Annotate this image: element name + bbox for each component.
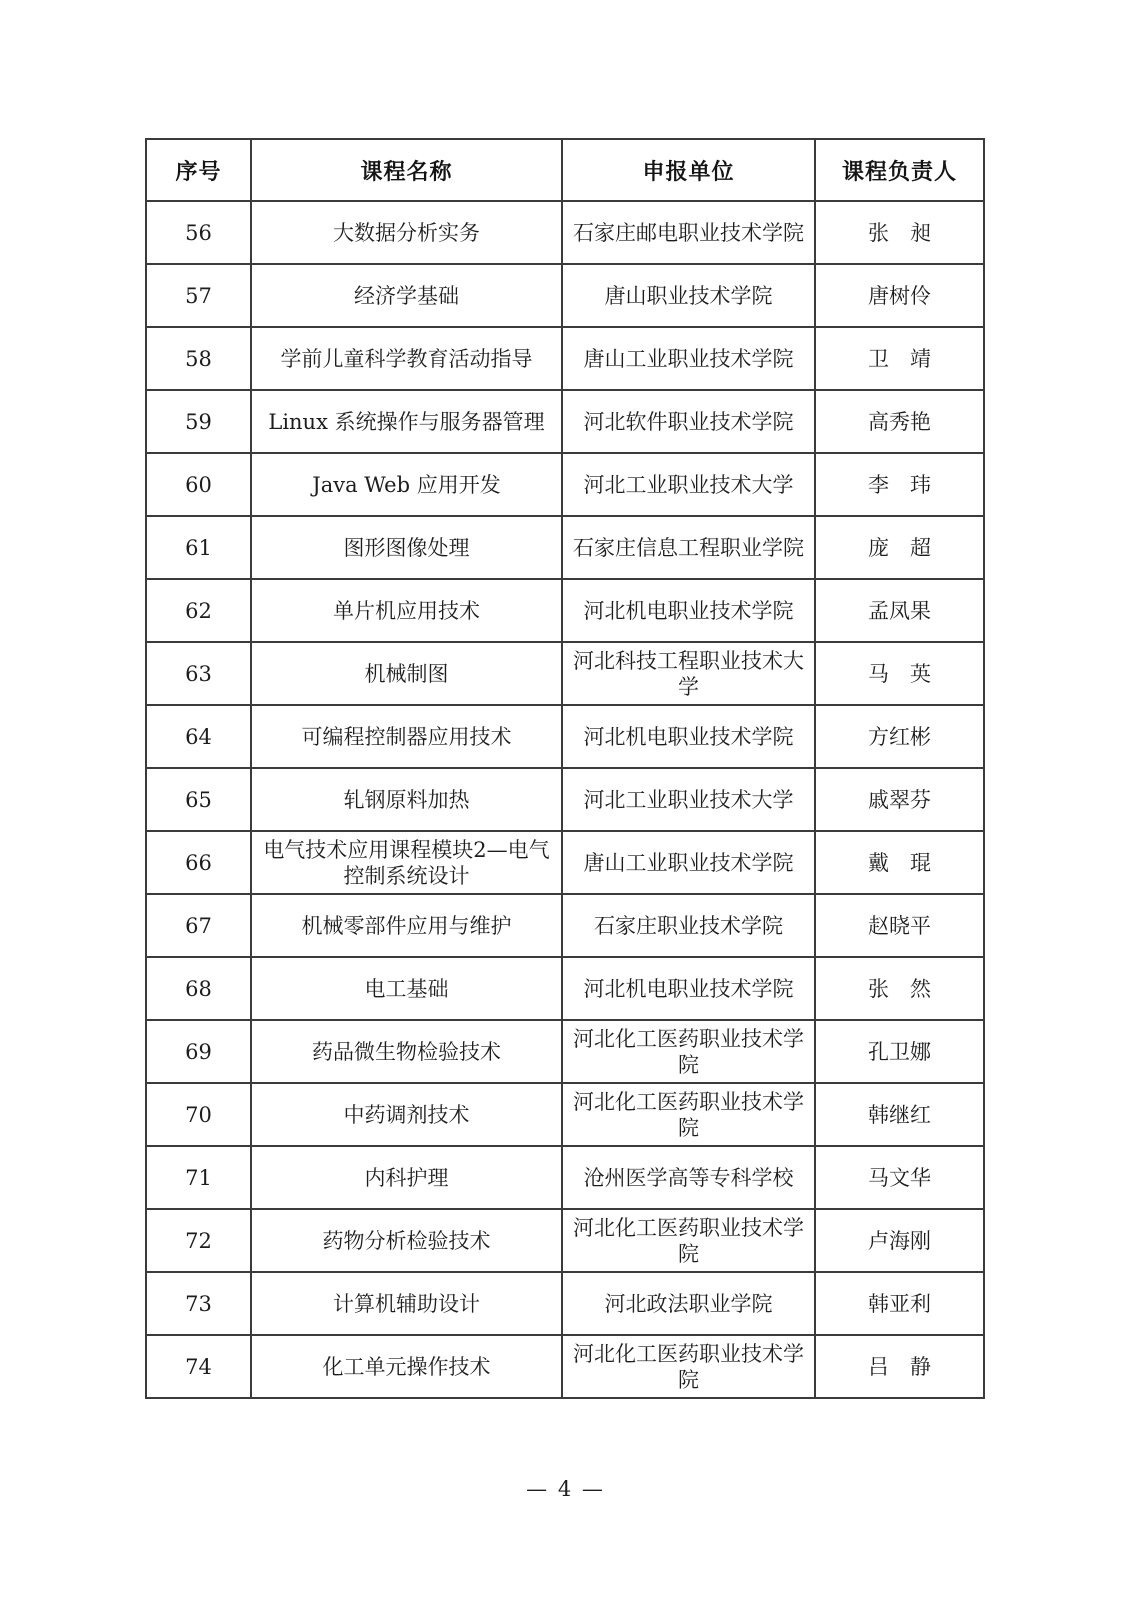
cell-serial-number: 63 [146,642,251,705]
header-applicant-unit: 申报单位 [562,139,815,201]
cell-course-name: 机械制图 [251,642,562,705]
cell-applicant-unit: 河北机电职业技术学院 [562,957,815,1020]
cell-applicant-unit: 河北政法职业学院 [562,1272,815,1335]
cell-applicant-unit: 河北化工医药职业技术学院 [562,1020,815,1083]
cell-course-leader: 卢海刚 [815,1209,984,1272]
cell-course-leader: 赵晓平 [815,894,984,957]
table-row [146,579,984,642]
cell-course-name: 学前儿童科学教育活动指导 [251,327,562,390]
table-header-row [146,139,984,201]
cell-course-leader: 李 玮 [815,453,984,516]
cell-course-leader: 马 英 [815,642,984,705]
cell-applicant-unit: 唐山职业技术学院 [562,264,815,327]
table-row [146,705,984,768]
cell-course-leader: 张 然 [815,957,984,1020]
cell-applicant-unit: 河北化工医药职业技术学院 [562,1083,815,1146]
page-number: — 4 — [526,1477,605,1501]
table-row [146,390,984,453]
table-row [146,957,984,1020]
table-row [146,1020,984,1083]
cell-course-leader: 孔卫娜 [815,1020,984,1083]
cell-applicant-unit: 石家庄邮电职业技术学院 [562,201,815,264]
cell-course-leader: 吕 静 [815,1335,984,1398]
table-row [146,264,984,327]
cell-course-name: Linux 系统操作与服务器管理 [251,390,562,453]
table-row [146,1272,984,1335]
cell-course-leader: 马文华 [815,1146,984,1209]
cell-applicant-unit: 河北化工医药职业技术学院 [562,1209,815,1272]
cell-applicant-unit: 唐山工业职业技术学院 [562,327,815,390]
cell-serial-number: 66 [146,831,251,894]
cell-course-name: 大数据分析实务 [251,201,562,264]
course-table [145,138,985,1399]
cell-course-name: 可编程控制器应用技术 [251,705,562,768]
cell-course-leader: 卫 靖 [815,327,984,390]
cell-course-leader: 唐树伶 [815,264,984,327]
cell-applicant-unit: 河北机电职业技术学院 [562,579,815,642]
table-row [146,1146,984,1209]
cell-applicant-unit: 石家庄信息工程职业学院 [562,516,815,579]
cell-course-name: 电气技术应用课程模块2—电气控制系统设计 [251,831,562,894]
cell-serial-number: 69 [146,1020,251,1083]
cell-serial-number: 62 [146,579,251,642]
cell-serial-number: 61 [146,516,251,579]
cell-course-leader: 韩亚利 [815,1272,984,1335]
table-row [146,642,984,705]
cell-applicant-unit: 河北化工医药职业技术学院 [562,1335,815,1398]
cell-course-leader: 方红彬 [815,705,984,768]
cell-course-name: Java Web 应用开发 [251,453,562,516]
cell-course-name: 单片机应用技术 [251,579,562,642]
cell-applicant-unit: 河北机电职业技术学院 [562,705,815,768]
cell-serial-number: 73 [146,1272,251,1335]
table-row [146,894,984,957]
cell-course-leader: 庞 超 [815,516,984,579]
cell-course-name: 计算机辅助设计 [251,1272,562,1335]
cell-course-leader: 高秀艳 [815,390,984,453]
table-row [146,453,984,516]
cell-applicant-unit: 唐山工业职业技术学院 [562,831,815,894]
cell-serial-number: 71 [146,1146,251,1209]
header-course-leader: 课程负责人 [815,139,984,201]
table-row [146,1083,984,1146]
cell-course-name: 机械零部件应用与维护 [251,894,562,957]
cell-course-name: 药品微生物检验技术 [251,1020,562,1083]
cell-course-name: 药物分析检验技术 [251,1209,562,1272]
cell-course-name: 中药调剂技术 [251,1083,562,1146]
cell-serial-number: 72 [146,1209,251,1272]
cell-applicant-unit: 河北工业职业技术大学 [562,768,815,831]
cell-applicant-unit: 石家庄职业技术学院 [562,894,815,957]
cell-course-name: 电工基础 [251,957,562,1020]
table-row [146,831,984,894]
cell-serial-number: 58 [146,327,251,390]
table-row [146,516,984,579]
cell-course-name: 化工单元操作技术 [251,1335,562,1398]
cell-course-leader: 韩继红 [815,1083,984,1146]
cell-serial-number: 64 [146,705,251,768]
cell-applicant-unit: 河北工业职业技术大学 [562,453,815,516]
cell-serial-number: 56 [146,201,251,264]
cell-applicant-unit: 沧州医学高等专科学校 [562,1146,815,1209]
header-course-name: 课程名称 [251,139,562,201]
cell-serial-number: 60 [146,453,251,516]
cell-serial-number: 74 [146,1335,251,1398]
header-serial-number: 序号 [146,139,251,201]
cell-serial-number: 70 [146,1083,251,1146]
cell-applicant-unit: 河北软件职业技术学院 [562,390,815,453]
cell-course-name: 图形图像处理 [251,516,562,579]
cell-course-name: 轧钢原料加热 [251,768,562,831]
cell-serial-number: 65 [146,768,251,831]
table-row [146,1335,984,1398]
cell-course-leader: 孟凤果 [815,579,984,642]
table-row [146,768,984,831]
cell-serial-number: 68 [146,957,251,1020]
cell-applicant-unit: 河北科技工程职业技术大学 [562,642,815,705]
cell-course-name: 经济学基础 [251,264,562,327]
cell-serial-number: 67 [146,894,251,957]
cell-course-leader: 戚翠芬 [815,768,984,831]
table-row [146,1209,984,1272]
cell-serial-number: 57 [146,264,251,327]
cell-course-leader: 戴 琨 [815,831,984,894]
cell-course-leader: 张 昶 [815,201,984,264]
cell-course-name: 内科护理 [251,1146,562,1209]
table-row [146,201,984,264]
table-row [146,327,984,390]
cell-serial-number: 59 [146,390,251,453]
